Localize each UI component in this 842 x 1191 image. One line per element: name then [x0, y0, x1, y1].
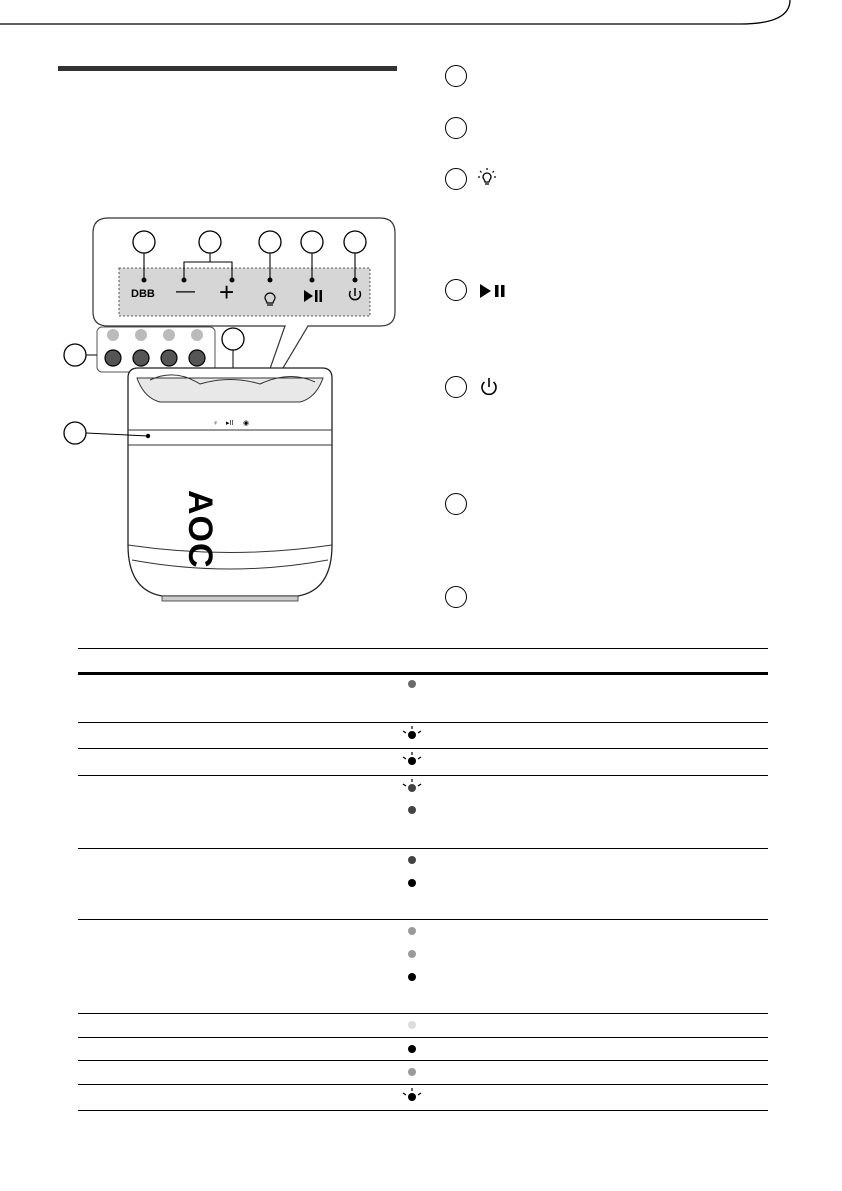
dbb-button-label: DBB: [131, 288, 155, 300]
svg-text:♀: ♀: [213, 420, 219, 427]
led-indicator-blinking: [400, 752, 424, 766]
led-indicator-dot: [408, 950, 416, 958]
table-rule: [78, 1013, 768, 1014]
led-indicator-dot: [408, 1045, 416, 1053]
led-indicator-dot: [408, 927, 416, 935]
led-indicator-blinking: [400, 726, 424, 740]
table-rule: [78, 1060, 768, 1061]
led-indicator-dot: [408, 973, 416, 981]
svg-text:◉: ◉: [243, 420, 250, 427]
volume-up-label: +: [219, 277, 235, 307]
led-indicator-dot: [408, 1068, 416, 1076]
led-indicator-dot: [408, 1021, 416, 1029]
led-indicator-dot: [408, 680, 416, 688]
table-rule: [78, 1084, 768, 1085]
table-rule: [78, 722, 768, 723]
table-rule: [78, 748, 768, 749]
table-rule: [78, 1110, 768, 1111]
table-rule: [78, 648, 768, 649]
led-indicator-dot: [408, 879, 416, 887]
led-status-table: [78, 648, 768, 1113]
table-rule: [78, 775, 768, 776]
led-indicator-blinking: [400, 779, 424, 793]
table-rule: [78, 919, 768, 920]
led-indicator-dot: [408, 856, 416, 864]
brand-logo: AOC: [181, 490, 219, 569]
table-rule: [78, 1037, 768, 1038]
table-header-rule: [78, 672, 768, 675]
volume-down-label: —: [176, 281, 195, 302]
led-indicator-dot: [408, 806, 416, 814]
svg-text:▸II: ▸II: [226, 420, 234, 427]
table-rule: [78, 848, 768, 849]
led-indicator-blinking: [400, 1088, 424, 1102]
